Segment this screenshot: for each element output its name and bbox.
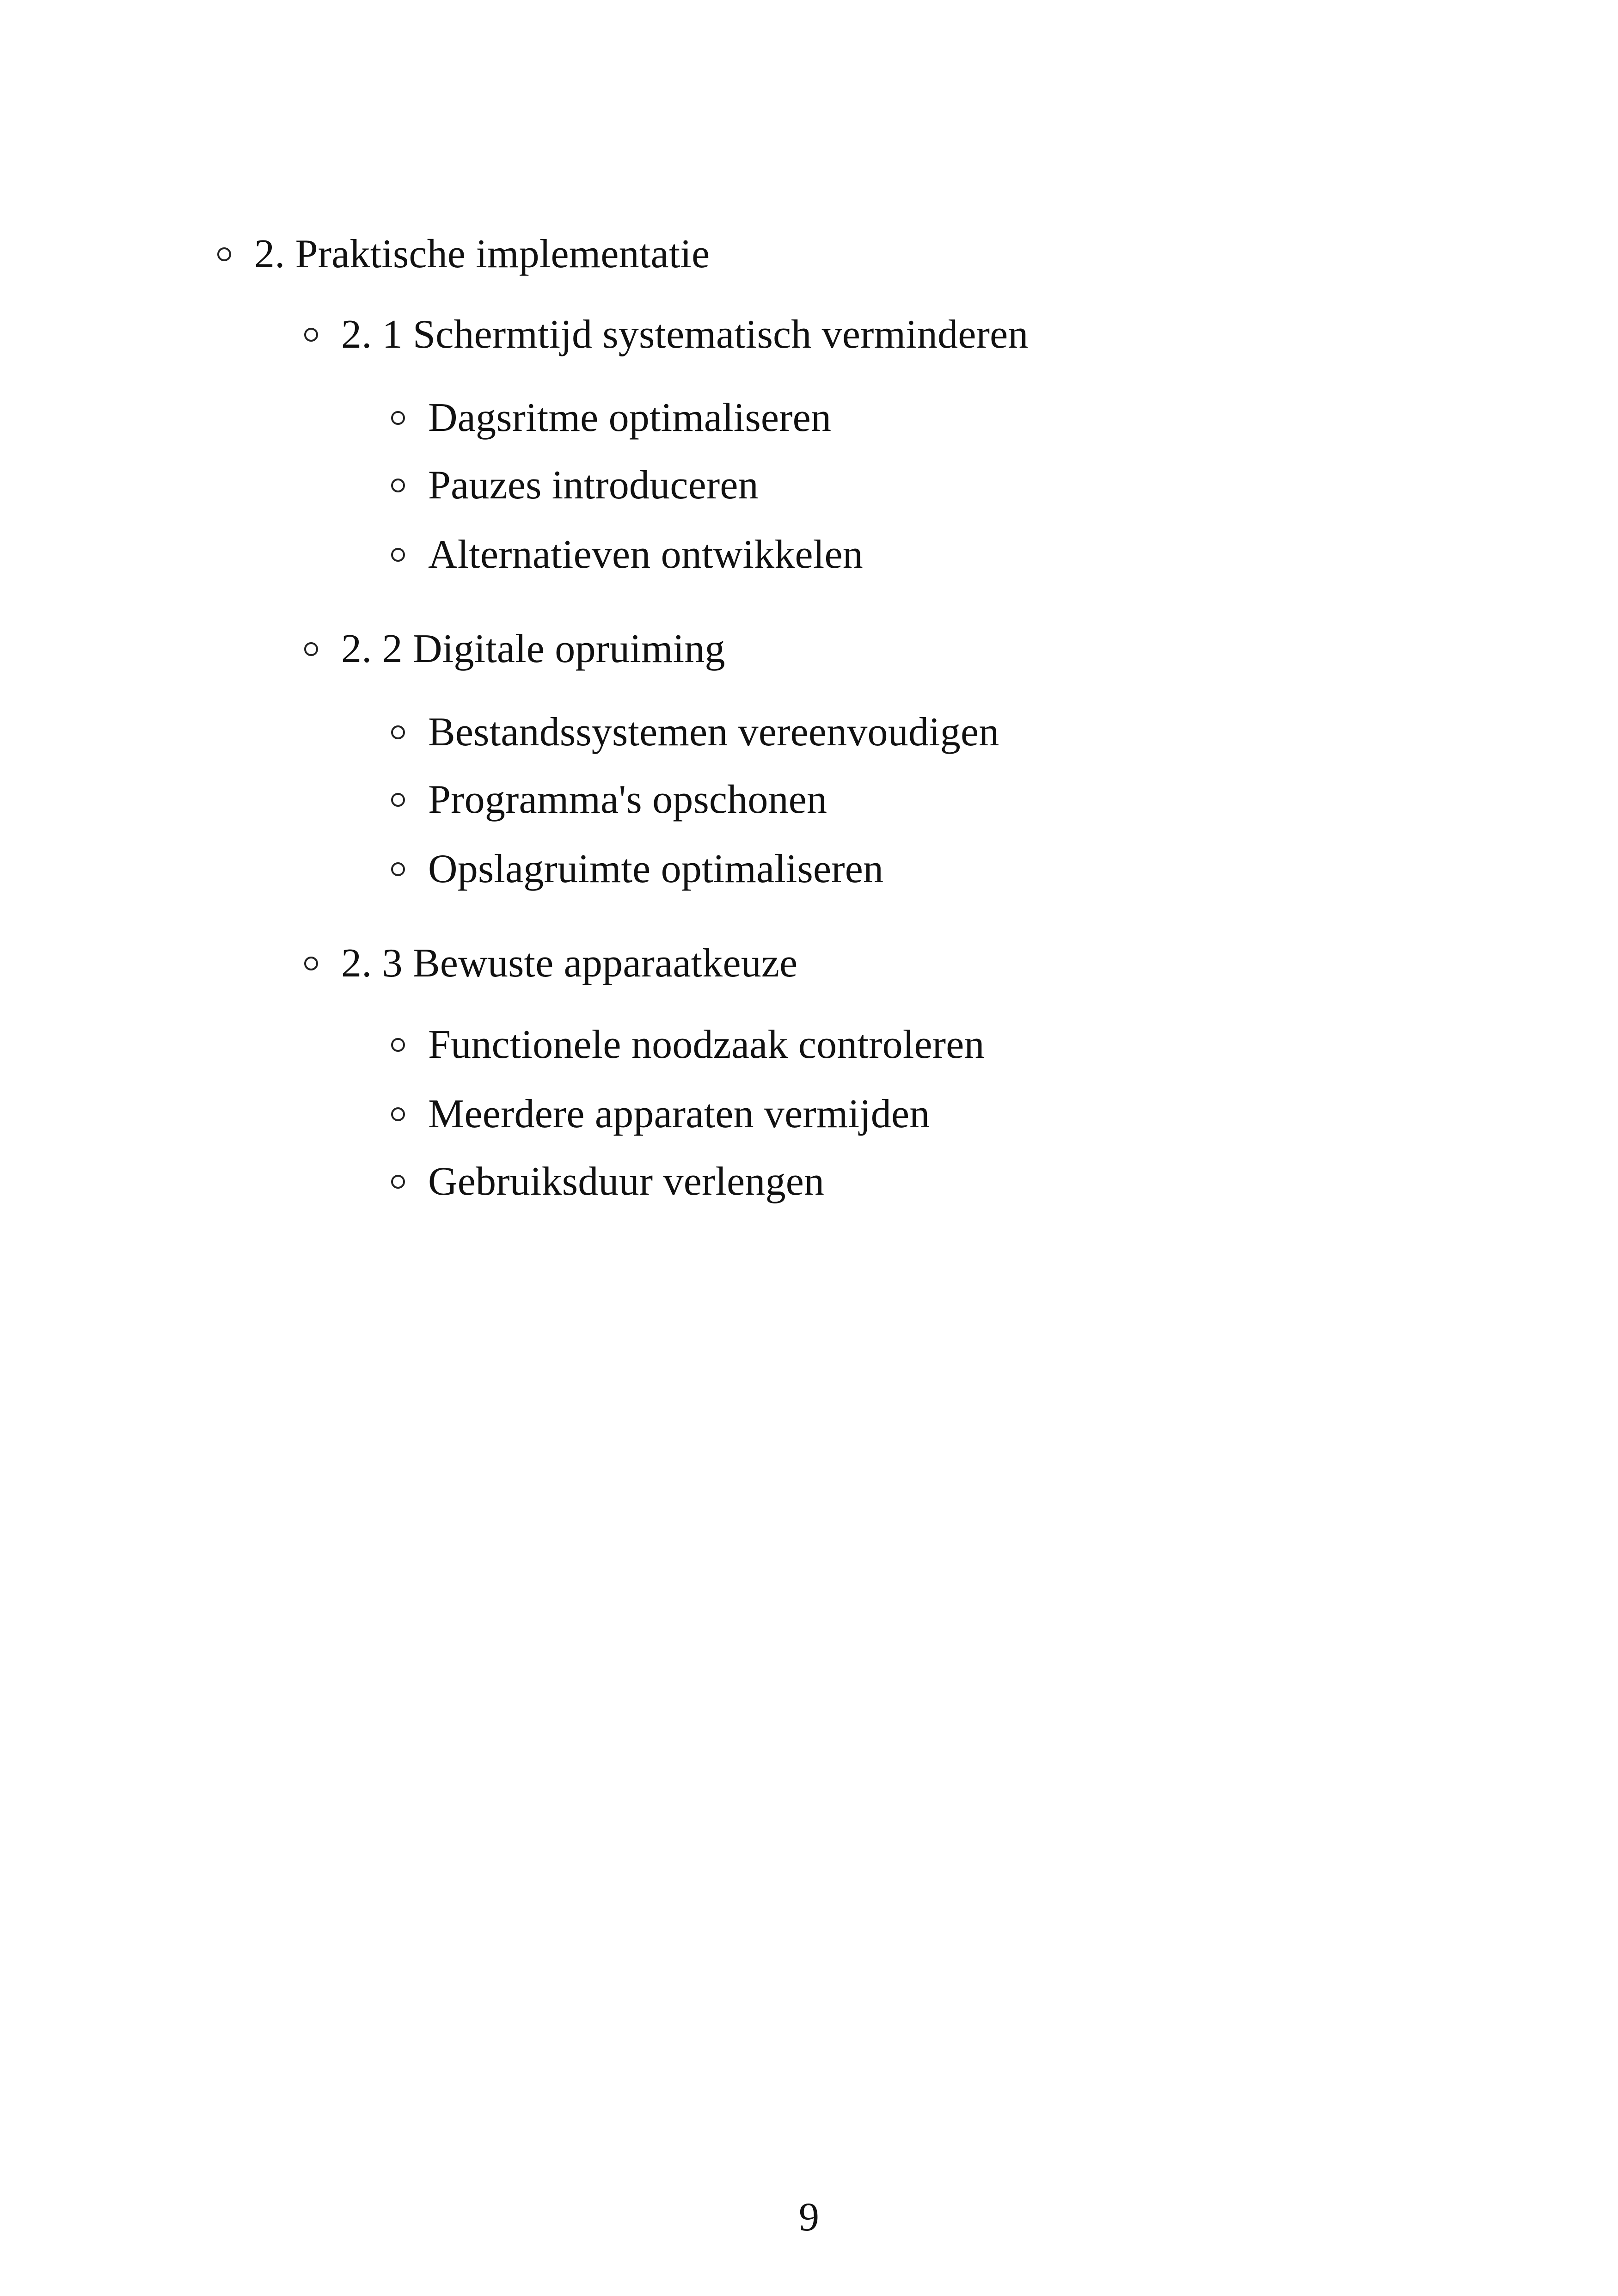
outline-item-point (391, 1017, 985, 1073)
outline-item-point (391, 458, 759, 513)
outline-item-section (217, 227, 710, 282)
point-label: Functionele noodzaak controleren (428, 1022, 985, 1067)
circle-bullet-icon (391, 1038, 405, 1052)
circle-bullet-icon (304, 642, 318, 656)
outline-item-subsection (304, 936, 797, 991)
circle-bullet-icon (391, 1175, 405, 1189)
point-label: Dagsritme optimaliseren (428, 395, 832, 440)
outline-item-subsection (304, 621, 725, 677)
point-label: Bestandssystemen vereenvoudigen (428, 710, 999, 755)
point-label: Alternatieven ontwikkelen (428, 532, 863, 577)
page-number: 9 (799, 2195, 819, 2240)
outline-item-point (391, 1087, 930, 1142)
section-heading: 2. Praktische implementatie (254, 232, 710, 276)
subsection-heading: 2. 1 Schermtijd systematisch verminderen (341, 312, 1029, 357)
circle-bullet-icon (391, 793, 405, 807)
outline-item-point (391, 390, 831, 446)
circle-bullet-icon (304, 957, 318, 970)
outline-item-point (391, 772, 827, 828)
point-label: Gebruiksduur verlengen (428, 1159, 825, 1204)
circle-bullet-icon (217, 247, 231, 261)
point-label: Pauzes introduceren (428, 463, 759, 508)
subsection-heading: 2. 3 Bewuste apparaatkeuze (341, 941, 798, 986)
point-label: Opslagruimte optimaliseren (428, 847, 884, 891)
circle-bullet-icon (391, 411, 405, 425)
point-label: Meerdere apparaten vermijden (428, 1092, 930, 1136)
outline-item-point (391, 841, 883, 897)
circle-bullet-icon (391, 1107, 405, 1121)
outline-item-subsection (304, 307, 1029, 362)
circle-bullet-icon (304, 328, 318, 342)
circle-bullet-icon (391, 725, 405, 739)
circle-bullet-icon (391, 548, 405, 562)
outline-item-point (391, 1154, 824, 1209)
circle-bullet-icon (391, 862, 405, 876)
point-label: Programma's opschonen (428, 777, 827, 822)
outline-item-point (391, 705, 999, 760)
outline-item-point (391, 527, 863, 583)
circle-bullet-icon (391, 479, 405, 492)
subsection-heading: 2. 2 Digitale opruiming (341, 626, 725, 671)
